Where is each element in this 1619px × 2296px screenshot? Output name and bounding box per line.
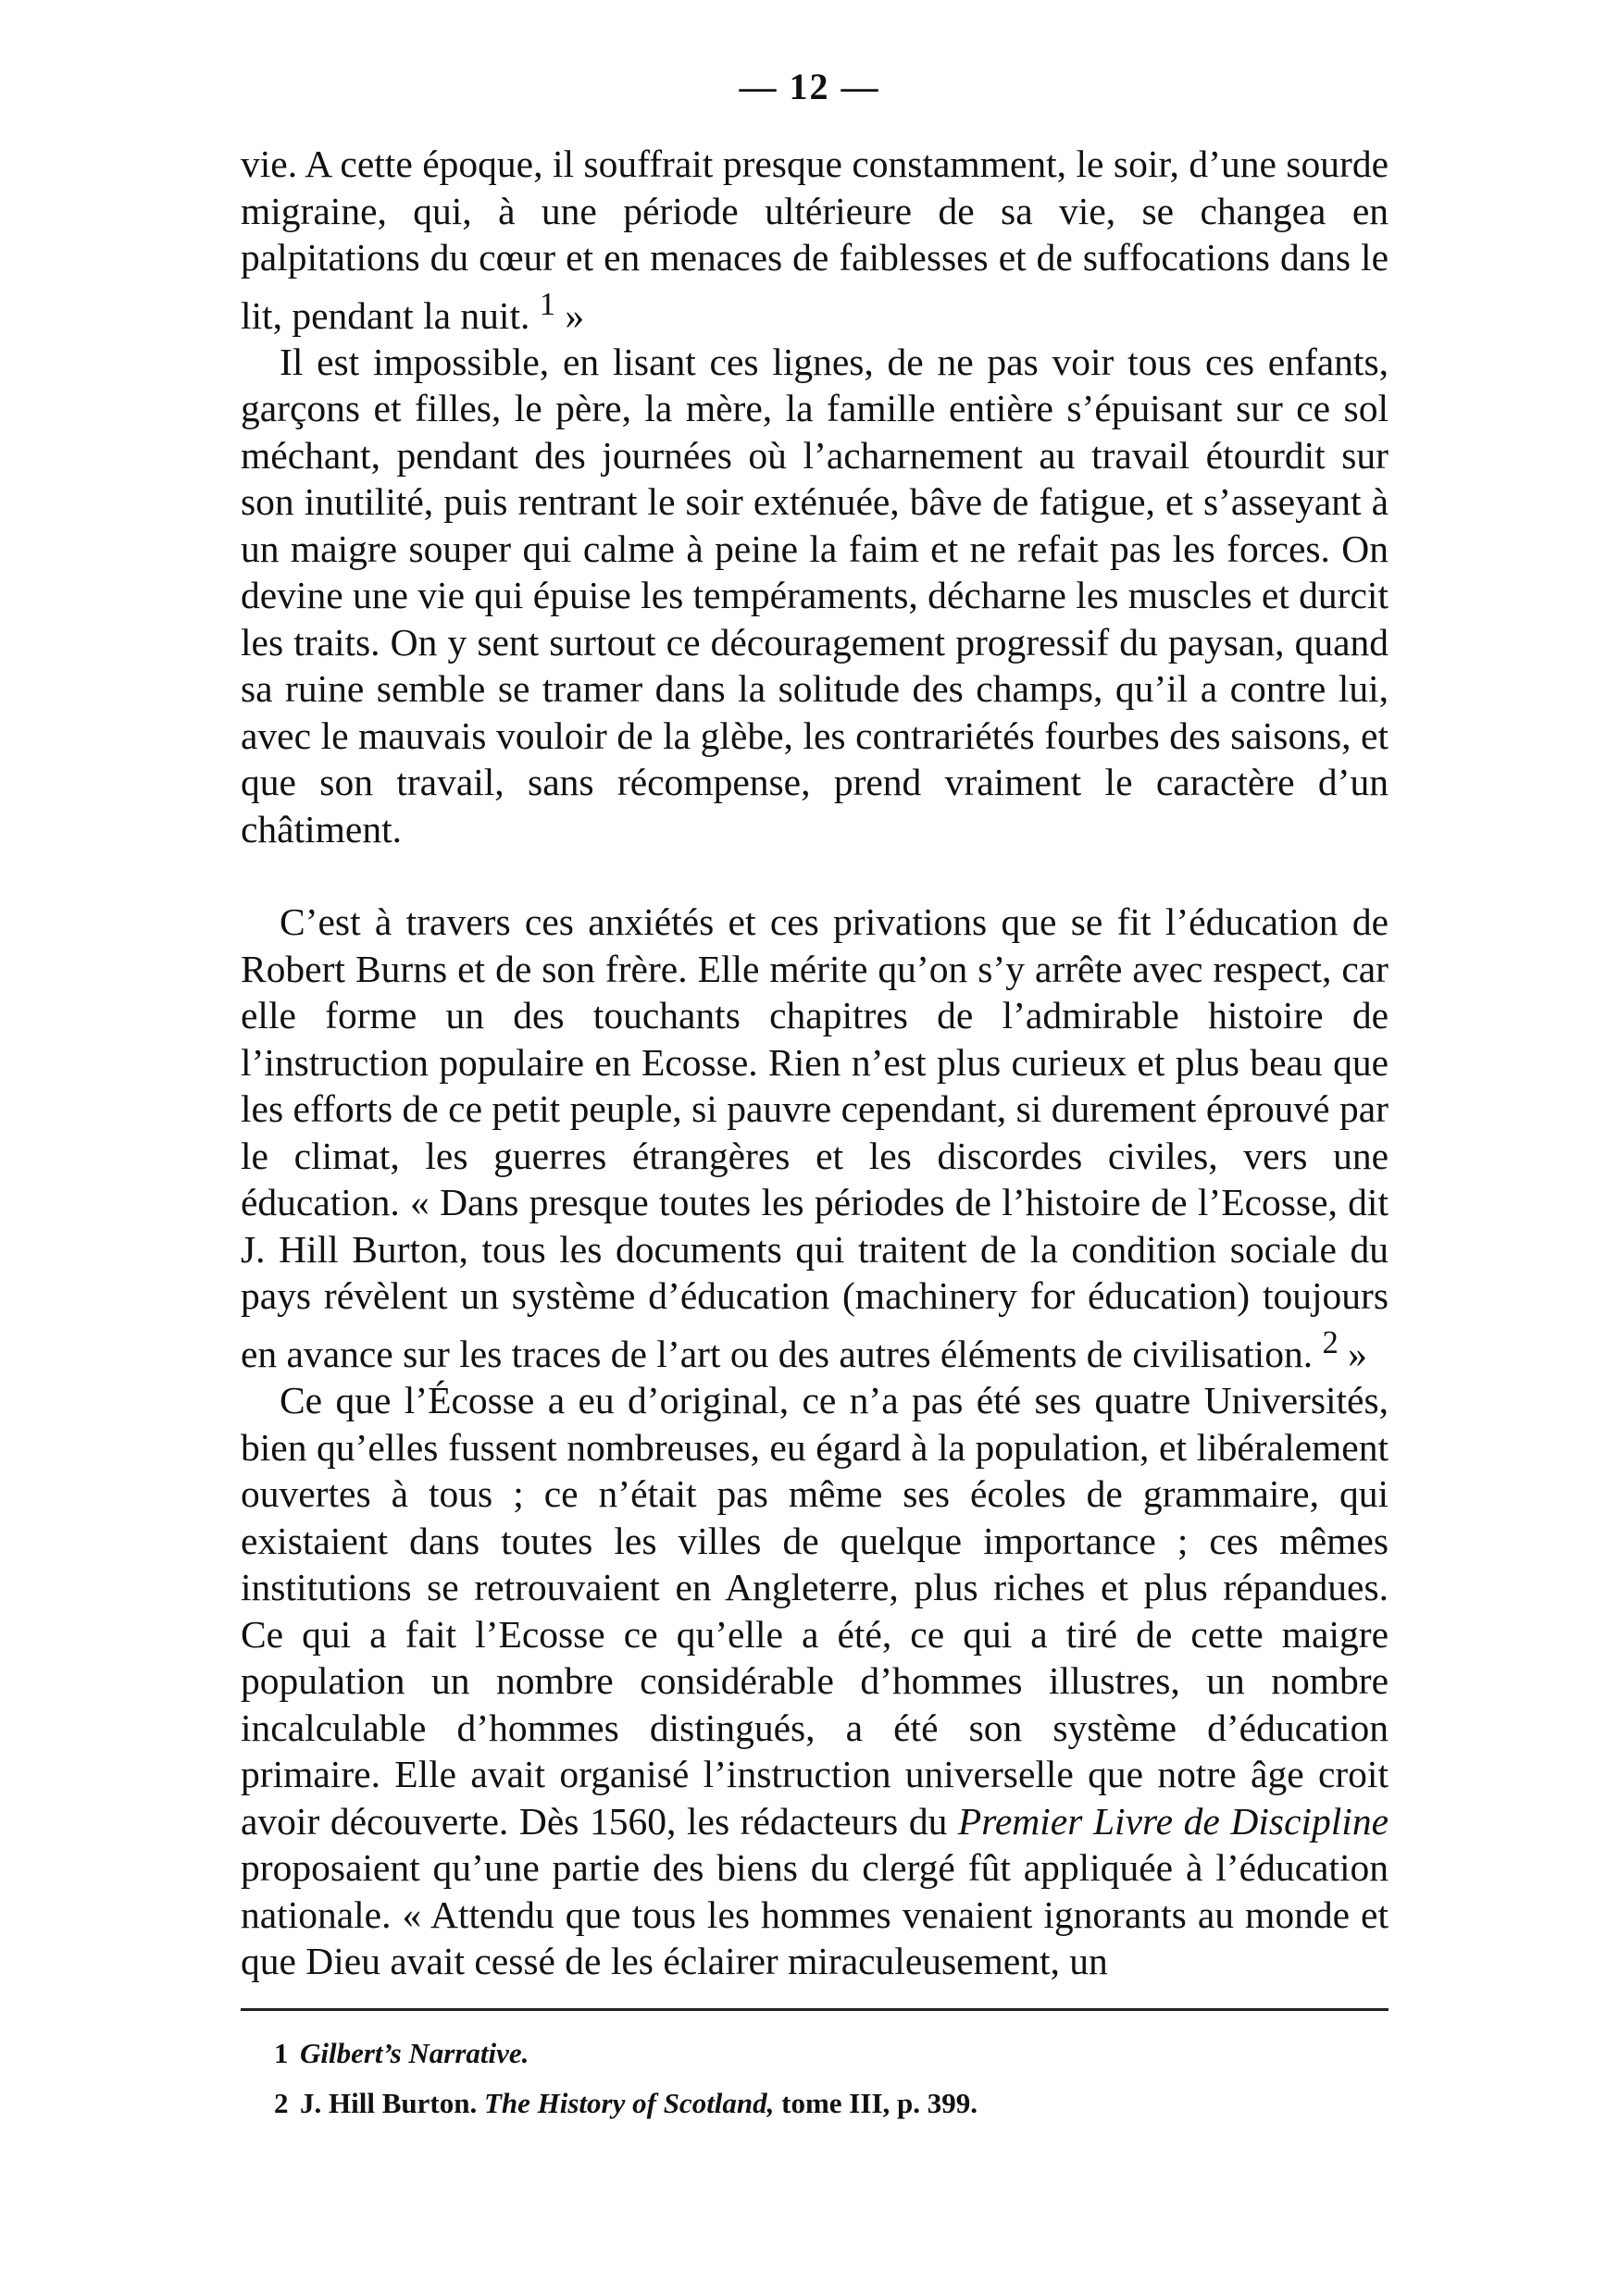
paragraph-text: C’est à travers ces anxiétés et ces privations que se fit l’éducation de Robert Burns et de son frère. Elle mérite qu’on s’y arrête avec respect, car elle forme un des touchants chapitres de l’admirable histoire de l’instruction populaire en Ecosse. Rien n’est plus curieux et plus beau que les efforts de ce petit peuple, si pauvre cependant, si durement éprouvé par le climat, les guerres étrangères et les discordes civiles, vers une éducation. « Dans presque toutes les périodes de l’histoire de l’Ecosse, dit J. Hill Burton, tous les documents qui traitent de la condition sociale du pays révèlent un système d’éducation (machinery for éducation) toujours en avance sur les traces de l’art ou des autres éléments de civilisation. bbox=[241, 900, 1389, 1375]
footnote-text: tome III, p. 399. bbox=[774, 2087, 978, 2119]
footnote-title: Gilbert’s Narrative. bbox=[300, 2037, 529, 2069]
footnote-author: J. Hill Burton. bbox=[300, 2087, 484, 2119]
paragraph-text: proposaient qu’une partie des biens du clergé fût appliquée à l’éducation nationale. « Attendu que tous les hommes venaient ignorants au monde et que Dieu avait cessé de les éclairer miraculeusement, un bbox=[241, 1846, 1389, 1983]
footnote-2 bbox=[274, 2079, 1348, 2128]
page-number: — 12 — bbox=[739, 66, 880, 107]
book-title: Premier Livre de Discipline bbox=[957, 1799, 1389, 1843]
quote-close: » bbox=[1338, 1332, 1367, 1375]
footnote-ref-2: 2 bbox=[1322, 1324, 1339, 1360]
paragraph-text: Ce que l’Écosse a eu d’original, ce n’a pas été ses quatre Universités, bien qu’elles fussent nombreuses, eu égard à la population, et libéralement ouvertes à tous ; ce n’était pas même ses écoles de grammaire, qui existaient dans toutes les villes de quelque importance ; ces mêmes institutions se retrouvaient en Angleterre, plus riches et plus répandues. Ce qui a fait l’Ecosse ce qu’elle a été, ce qui a tiré de cette maigre population un nombre considérable d’hommes illustres, un nombre incalculable d’hommes distingués, a été son système d’éducation primaire. Elle avait organisé l’instruction universelle que notre âge croit avoir découverte. Dès 1560, les rédacteurs du bbox=[241, 1379, 1389, 1843]
paragraph-2 bbox=[241, 339, 1389, 853]
footnote-ref-1: 1 bbox=[539, 286, 556, 322]
paragraph-4 bbox=[241, 1377, 1389, 1985]
footnote-divider bbox=[241, 2008, 1389, 2011]
paragraph-1 bbox=[241, 141, 1389, 339]
quote-close: » bbox=[555, 293, 585, 337]
footnote-title: The History of Scotland, bbox=[483, 2087, 775, 2119]
paragraph-text: Il est impossible, en lisant ces lignes, de ne pas voir tous ces enfants, garçons et filles, le père, la mère, la famille entière s’épuisant sur ce sol méchant, pendant des journées où l’acharnement au travail étourdit sur son inutilité, puis rentrant le soir exténuée, bâve de fatigue, et s’asseyant à un maigre souper qui calme à peine la faim et ne refait pas les forces. On devine une vie qui épuise les tempéraments, décharne les muscles et durcit les traits. On y sent surtout ce découragement progressif du paysan, quand sa ruine semble se tramer dans la solitude des champs, qu’il a contre lui, avec le mauvais vouloir de la glèbe, les contrariétés fourbes des saisons, et que son travail, sans récompense, prend vraiment le caractère d’un châtiment. bbox=[241, 340, 1389, 850]
footnotes bbox=[274, 2029, 1348, 2128]
paragraph-3 bbox=[241, 899, 1389, 1377]
footnote-1 bbox=[274, 2029, 1348, 2079]
paragraph-text: vie. A cette époque, il souffrait presque constamment, le soir, d’une sourde migraine, qui, à une période ultérieure de sa vie, se changea en palpitations du cœur et en menaces de faiblesses et de suffocations dans le lit, pendant la nuit. bbox=[241, 143, 1389, 337]
footnote-mark: 2 bbox=[274, 2087, 289, 2119]
footnote-mark: 1 bbox=[274, 2037, 289, 2069]
body-text bbox=[241, 141, 1389, 1985]
